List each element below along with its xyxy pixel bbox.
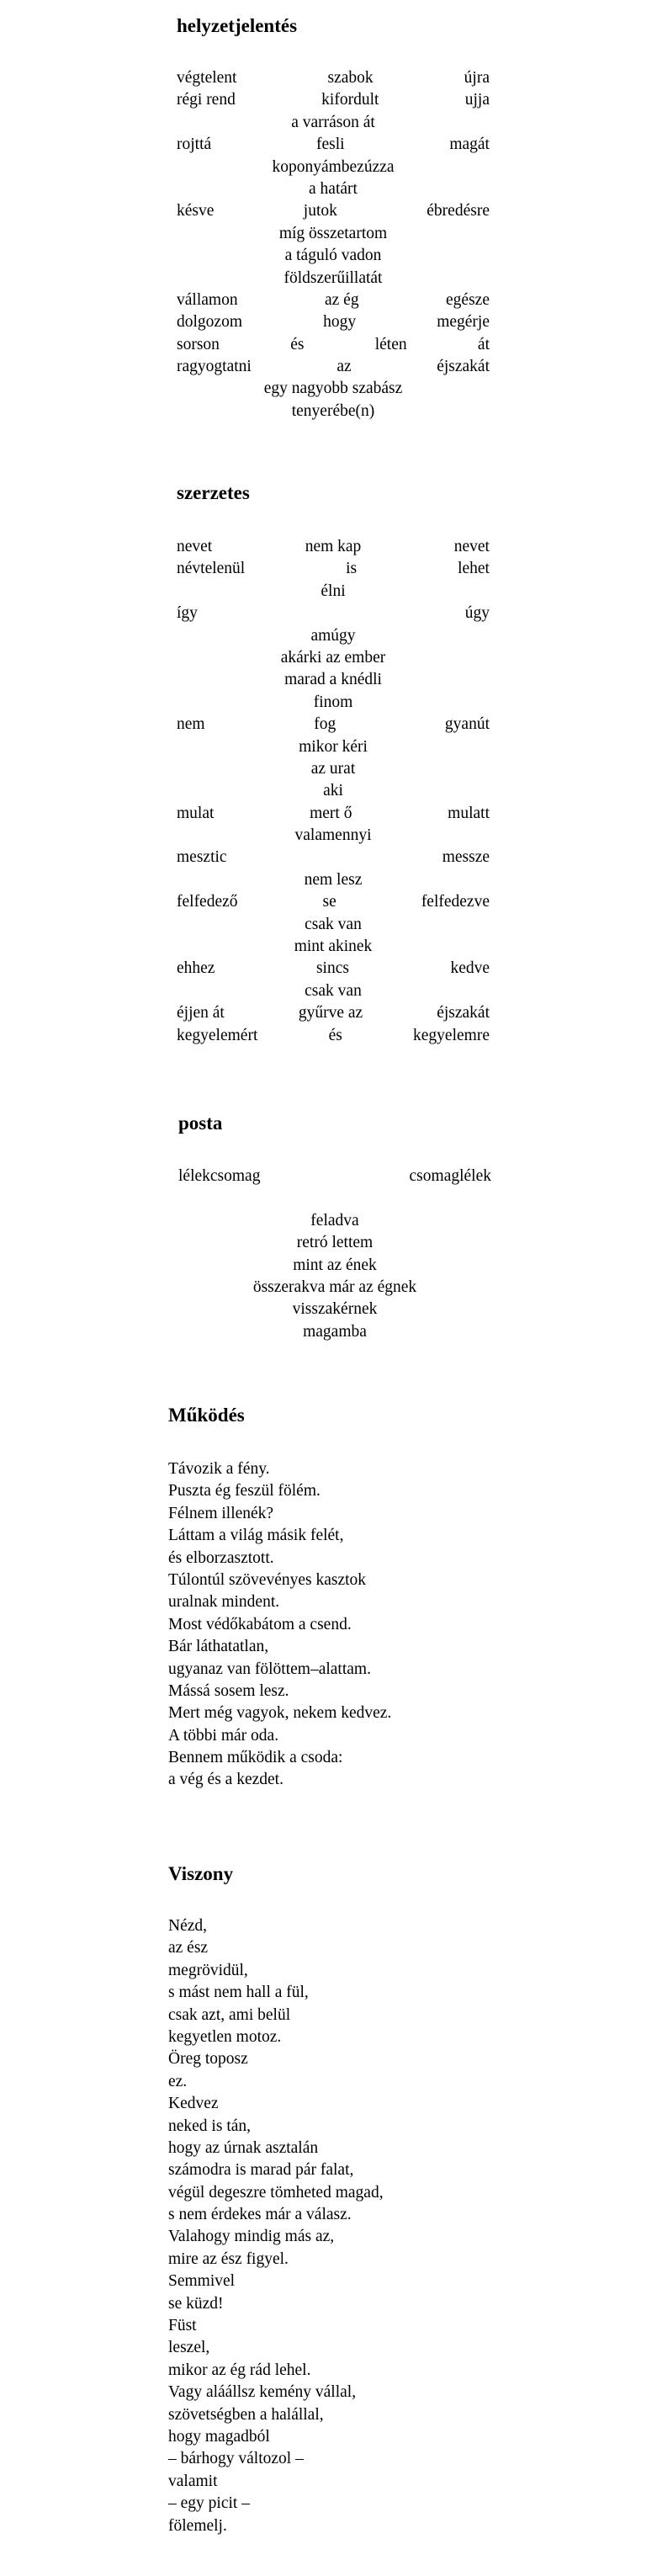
poem-word: valamennyi: [294, 826, 372, 845]
poem-line: [177, 647, 490, 669]
poem-line: [168, 1591, 481, 1613]
poem-word: mint akinek: [294, 937, 373, 956]
poem-line: [178, 1321, 491, 1343]
poem-word: ugyanaz van fölöttem–alattam.: [168, 1660, 371, 1678]
poem-line: [168, 2515, 481, 2537]
poem-word: így: [177, 604, 198, 623]
poem-word: éjjen át: [177, 1004, 225, 1022]
poem-word: megérje: [437, 313, 490, 332]
poem-word: a táguló vadon: [284, 247, 382, 265]
poem-line: [168, 1503, 481, 1525]
poem-word: marad a knédli: [284, 671, 382, 689]
poem-line: [177, 1025, 490, 1047]
poem-word: kegyelemre: [413, 1026, 490, 1044]
poem-word: az: [336, 358, 352, 376]
poem-word: finom: [313, 693, 353, 711]
poem-word: az ész: [168, 1939, 209, 1957]
poem-word: tenyerébe(n): [291, 401, 375, 420]
poem-word: újra: [464, 69, 490, 87]
poem-line: [177, 869, 490, 891]
poem-line: [177, 825, 490, 847]
poem-line: [177, 803, 490, 825]
poem-line: [168, 2026, 481, 2048]
poem-word: fölemelj.: [168, 2516, 227, 2535]
poem-word: se küzd!: [168, 2294, 224, 2313]
poem-word: mesztic: [177, 848, 227, 867]
poem-title-viszony: Viszony: [168, 1863, 234, 1884]
poem-word: lehet: [458, 560, 490, 578]
poem-word: számodra is marad pár falat,: [168, 2161, 354, 2180]
poem-line: [168, 2071, 481, 2093]
poem-line: [168, 1458, 481, 1480]
poem-line: [177, 134, 490, 156]
poem-line: [168, 2471, 481, 2493]
poem-word: Távozik a fény.: [168, 1460, 270, 1478]
poem-word: vállamon: [177, 290, 238, 309]
poem-line: [168, 2382, 481, 2403]
poem-word: szövetségben a halállal,: [168, 2405, 324, 2424]
poem-line: [168, 1525, 481, 1547]
poem-line: [168, 2005, 481, 2026]
poem-line: [168, 1747, 481, 1769]
poem-word: kegyetlen motoz.: [168, 2027, 282, 2046]
poem-line: [168, 2116, 481, 2138]
poem-line: [168, 1702, 481, 1724]
poem-word: Öreg toposz: [168, 2050, 248, 2069]
poem-word: sorson: [177, 335, 220, 353]
poem-line: [177, 936, 490, 958]
poem-line: [177, 669, 490, 691]
poem-word: fog: [314, 715, 336, 734]
poem-line: [168, 2048, 481, 2070]
poem-line: [168, 1915, 481, 1937]
poem-line: [168, 2315, 481, 2337]
poem-line: [168, 2138, 481, 2159]
poem-word: is: [346, 560, 358, 578]
poem-word: sincs: [315, 959, 349, 978]
poem-word: felfedező: [177, 893, 238, 911]
poem-word: retró lettem: [296, 1234, 374, 1252]
poem-line: [177, 980, 490, 1002]
poem-word: magát: [449, 135, 490, 154]
poem-word: nem: [177, 715, 205, 734]
poem-line: [177, 289, 490, 311]
poem-word: Nézd,: [168, 1917, 208, 1935]
poem-line: [168, 2182, 481, 2204]
poem-word: és: [290, 335, 305, 353]
poem-word: valamit: [168, 2472, 218, 2490]
poem-word: uralnak mindent.: [168, 1593, 280, 1612]
poem-word: Mert még vagyok, nekem kedvez.: [168, 1704, 392, 1723]
poem-word: nem lesz: [304, 870, 363, 889]
poem-line: [178, 1277, 491, 1299]
poem-word: kegyelemért: [177, 1026, 258, 1044]
poem-word: úgy: [464, 604, 490, 623]
poem-word: végül degeszre tömheted magad,: [168, 2183, 384, 2202]
poem-line: [177, 401, 490, 422]
poem-line: [177, 200, 490, 222]
poem-word: a határt: [309, 179, 358, 198]
poem-word: szabok: [327, 69, 374, 87]
poem-word: hogy magadból: [168, 2427, 270, 2446]
poem-word: rojttá: [177, 135, 212, 154]
poem-word: felfedezve: [421, 893, 490, 911]
poem-word: át: [477, 335, 490, 353]
poem-word: Bennem működik a csoda:: [168, 1749, 343, 1767]
poem-line: [178, 1232, 491, 1254]
poem-line: [177, 914, 490, 936]
poem-line: [177, 714, 490, 736]
poem-line: [168, 2159, 481, 2181]
poem-word: A többi már oda.: [168, 1726, 279, 1745]
poem-word: Puszta ég feszül fölém.: [168, 1482, 321, 1500]
poem-word: Bár láthatatlan,: [168, 1638, 269, 1656]
poem-line: [177, 536, 490, 558]
poem-line: [168, 1480, 481, 1502]
poem-word: – egy picit –: [168, 2494, 250, 2513]
poem-line: [168, 2093, 481, 2115]
poem-line: [168, 2404, 481, 2426]
poem-word: Túlontúl szövevényes kasztok: [168, 1570, 367, 1589]
poem-line: [177, 334, 490, 356]
poem-word: illatát: [345, 268, 383, 287]
poem-line: [178, 1255, 491, 1277]
poem-line: [177, 1002, 490, 1024]
poem-word: Mássá sosem lesz.: [168, 1681, 289, 1700]
poem-body-szerzetes: [177, 536, 490, 1047]
poem-word: gyűrve az: [298, 1004, 363, 1022]
poem-word: hogy az úrnak asztalán: [168, 2138, 319, 2157]
poem-line: [177, 178, 490, 200]
poem-word: ébredésre: [427, 202, 490, 220]
poem-line: [177, 625, 490, 647]
poem-word: feladva: [310, 1211, 359, 1230]
poem-word: gyanút: [444, 715, 490, 734]
poem-word: mikor az ég rád lehel.: [168, 2361, 311, 2379]
poem-word: csak van: [305, 915, 362, 933]
poem-line: [177, 112, 490, 134]
poem-line: [168, 2493, 481, 2515]
poem-line: [177, 780, 490, 802]
poem-word: Semmivel: [168, 2272, 236, 2291]
poem-word: mint az ének: [293, 1256, 377, 1274]
poem-word: akárki az ember: [280, 648, 386, 667]
poem-word: élni: [321, 582, 346, 600]
poem-word: végtelent: [177, 69, 237, 87]
poem-word: éjszakát: [437, 1004, 490, 1022]
poem-word: az ég: [325, 290, 359, 309]
poem-line: [168, 2426, 481, 2448]
poem-word: jutok: [303, 202, 337, 220]
poem-body-posta: [178, 1166, 491, 1343]
poem-line: [168, 2226, 481, 2248]
poem-word: magamba: [303, 1322, 367, 1341]
poem-word: ragyogtatni: [177, 358, 252, 376]
poem-word: Most védőkabátom a csend.: [168, 1615, 352, 1633]
poem-word: lélekcsomag: [178, 1167, 261, 1185]
poem-line: [168, 1659, 481, 1681]
poem-word: bezúzza: [341, 157, 395, 176]
poem-word: éjszakát: [437, 358, 490, 376]
poem-line: [168, 1636, 481, 1658]
poem-line: [177, 89, 490, 111]
poem-line: [168, 2271, 481, 2292]
poem-word: léten: [374, 335, 407, 353]
poem-line: [168, 2448, 481, 2470]
poem-line: [177, 736, 490, 758]
poem-word: késve: [177, 202, 215, 220]
poem-word: csak azt, ami belül: [168, 2005, 291, 2024]
poem-line: [177, 67, 490, 89]
poem-line: [168, 1570, 481, 1591]
poem-line: [177, 758, 490, 780]
poem-word: kedve: [450, 959, 490, 978]
poem-line: [177, 245, 490, 267]
poem-body-viszony: [168, 1915, 481, 2537]
poem-line: [177, 958, 490, 980]
poem-line: [178, 1299, 491, 1320]
poem-word: aki: [323, 782, 343, 800]
poem-line: [177, 692, 490, 714]
poem-word: csomaglélek: [409, 1167, 491, 1185]
poem-word: ehhez: [177, 959, 215, 978]
poem-word: leszel,: [168, 2339, 210, 2357]
poem-word: hogy: [323, 313, 357, 332]
poem-title-helyzetjelentes: helyzetjelentés: [177, 15, 298, 36]
poem-word: Vagy aláállsz kemény vállal,: [168, 2383, 357, 2402]
poem-word: amúgy: [310, 626, 356, 645]
poem-word: Kedvez: [168, 2095, 219, 2113]
poem-word: földszerű: [283, 268, 346, 287]
poem-title-posta: posta: [178, 1113, 223, 1134]
poem-line: [177, 268, 490, 289]
poem-word: s nem érdekes már a válasz.: [168, 2206, 352, 2224]
poem-line: [168, 1681, 481, 1702]
poem-word: nem kap: [305, 538, 362, 555]
poem-word: egésze: [446, 290, 490, 309]
poem-word: régi rend: [177, 91, 236, 109]
poem-word: s mást nem hall a fül,: [168, 1984, 309, 2002]
poem-word: míg összetartom: [278, 224, 388, 242]
poem-word: és: [328, 1026, 342, 1044]
poem-word: a vég és a kezdet.: [168, 1771, 283, 1789]
poem-body-helyzetjelentes: [177, 67, 490, 422]
poem-line: [177, 223, 490, 245]
poem-line: [177, 891, 490, 913]
poem-line: [178, 1210, 491, 1232]
poem-line: [177, 157, 490, 178]
poem-word: se: [322, 893, 336, 911]
poem-word: összerakva már az égnek: [252, 1277, 417, 1296]
poem-line: [178, 1187, 491, 1209]
poem-word: Valahogy mindig más az,: [168, 2228, 335, 2246]
poem-line: [168, 2293, 481, 2315]
poem-line: [177, 378, 490, 400]
poem-body-mukodes: [168, 1458, 481, 1792]
poem-line: [177, 558, 490, 580]
poem-word: egy nagyobb szabász: [263, 380, 403, 398]
poem-word: a varráson át: [291, 113, 375, 131]
poem-word: visszakérnek: [292, 1300, 378, 1319]
poem-word: mulat: [177, 804, 215, 822]
poem-word: ez.: [168, 2072, 188, 2090]
poem-word: dolgozom: [177, 313, 242, 332]
poem-word: mikor kéri: [299, 737, 368, 756]
poem-word: megrövidül,: [168, 1961, 248, 1979]
poem-title-szerzetes: szerzetes: [177, 482, 250, 503]
poem-line: [177, 356, 490, 378]
poem-word: nevet: [177, 538, 213, 555]
poem-word: Füst: [168, 2317, 197, 2335]
poem-word: csak van: [305, 981, 362, 1000]
poem-word: mert ő: [310, 804, 352, 822]
poem-word: mire az ész figyel.: [168, 2249, 289, 2268]
poem-word: messze: [442, 848, 490, 867]
poem-line: [177, 847, 490, 868]
poem-word: és elborzasztott.: [168, 1548, 274, 1567]
poem-line: [168, 1937, 481, 1959]
poem-word: neked is tán,: [168, 2117, 252, 2135]
poem-line: [168, 1614, 481, 1636]
poem-line: [168, 2337, 481, 2359]
poem-line: [168, 1982, 481, 2004]
poem-line: [177, 581, 490, 603]
poem-word: Félnem illenék?: [168, 1504, 274, 1522]
poem-word: Láttam a világ másik felét,: [168, 1527, 344, 1545]
poem-word: ujja: [464, 91, 490, 109]
poem-line: [177, 603, 490, 624]
poem-word: fesli: [315, 135, 345, 154]
poem-line: [177, 311, 490, 333]
poem-word: mulatt: [448, 804, 490, 822]
poem-line: [168, 2249, 481, 2271]
poem-word: nevet: [453, 538, 490, 555]
poem-word: kifordult: [321, 91, 379, 109]
poem-line: [168, 1960, 481, 1982]
poem-line: [168, 2360, 481, 2382]
poem-word: névtelenül: [177, 560, 246, 578]
poem-line: [168, 1725, 481, 1747]
poem-word: – bárhogy változol –: [168, 2450, 304, 2468]
poem-word: koponyám: [272, 157, 342, 176]
poem-title-mukodes: Működés: [168, 1405, 245, 1426]
poem-line: [168, 1548, 481, 1570]
poem-line: [178, 1166, 491, 1187]
poem-line: [168, 2204, 481, 2226]
poem-line: [168, 1769, 481, 1791]
poem-word: az urat: [310, 759, 356, 778]
